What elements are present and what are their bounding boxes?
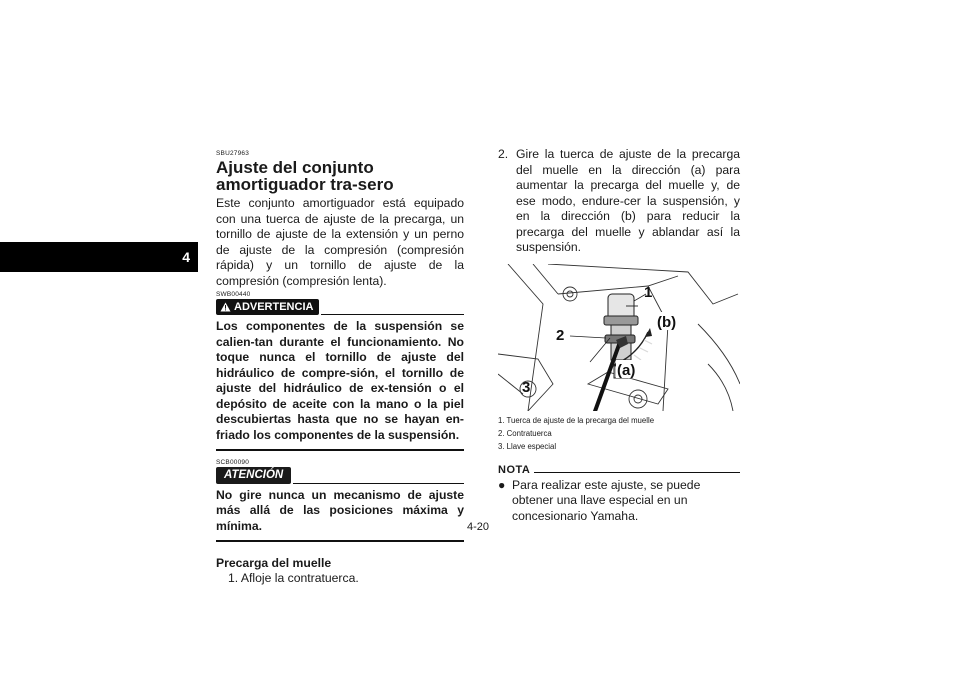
caution-block	[216, 459, 464, 542]
caution-badge	[216, 467, 291, 484]
nota-text: Para realizar este ajuste, se puede obtener una llave especial en un concesionario Yamaha.	[512, 477, 701, 523]
page-number: 4-20	[467, 521, 490, 533]
nota-header	[498, 464, 740, 476]
right-column	[498, 147, 740, 524]
illustration-svg	[498, 264, 740, 411]
warning-text: Los componentes de la suspensión se calien-tan durante el funcionamiento. No toque nunca el tornillo de ajuste del hidráulico de compre-sión, el tornillo de ajuste del hidráulico de ex-tensión o el depósito de aceite con la mano o la piel descubiertas hasta que no se hayan en-friado los componentes de la suspensión.	[216, 319, 464, 442]
label-2: 2	[556, 326, 565, 344]
caution-label: ATENCIÓN	[224, 469, 284, 481]
warning-label: ADVERTENCIA	[234, 301, 314, 313]
caution-rule	[293, 483, 464, 484]
chapter-tab	[0, 242, 198, 272]
intro-paragraph: Este conjunto amortiguador está equipado con una tuerca de ajuste de la precarga, un tornillo de ajuste de la extensión y un perno de ajuste de la compresión (compresión rápida) y un tornillo de ajuste de la compresión (compresión lenta).	[216, 196, 464, 288]
left-column	[216, 150, 464, 586]
nota-rule	[534, 472, 740, 473]
section-title: Ajuste del conjunto amortiguador tra-sero	[216, 158, 394, 194]
warning-rule	[321, 314, 464, 315]
step-2	[498, 147, 740, 256]
label-b: (b)	[657, 313, 677, 331]
nota-bullet	[498, 478, 740, 525]
label-a: (a)	[617, 361, 636, 379]
warning-triangle-icon	[220, 302, 231, 312]
caution-text: No gire nunca un mecanismo de ajuste más allá de las posiciones máxima y mínima.	[216, 487, 464, 533]
step-2-number: 2.	[498, 147, 509, 161]
label-1: 1	[644, 283, 653, 301]
caution-code: SCB00090	[216, 458, 250, 466]
figure-captions	[498, 414, 740, 453]
warning-code: SWB00440	[216, 291, 251, 298]
chapter-number: 4	[182, 249, 190, 265]
warning-end-rule	[216, 449, 464, 451]
shock-absorber-illustration	[498, 264, 740, 411]
section-code: SBU27963	[216, 150, 250, 157]
bullet-dot-icon: ●	[498, 477, 506, 492]
caption-3: 3. Llave especial	[498, 441, 557, 451]
warning-badge	[216, 299, 319, 315]
label-3: 3	[522, 378, 531, 396]
nota-label: NOTA	[498, 463, 531, 476]
warning-block	[216, 291, 464, 451]
step-1: 1. Afloje la contratuerca.	[228, 570, 359, 585]
caution-end-rule	[216, 540, 464, 542]
step-2-text: Gire la tuerca de ajuste de la precarga del muelle en la dirección (a) para aumentar la precarga del muelle y, de ese modo, endure-cer la suspensión, y en la dirección (b) para reducir la precarga del muelle y ablandar así la suspensión.	[516, 147, 740, 254]
caption-2: 2. Contratuerca	[498, 428, 552, 438]
subsection-heading: Precarga del muelle	[216, 555, 332, 570]
caution-header	[216, 467, 464, 484]
warning-header	[216, 299, 464, 315]
caption-1: 1. Tuerca de ajuste de la precarga del muelle	[498, 415, 655, 425]
